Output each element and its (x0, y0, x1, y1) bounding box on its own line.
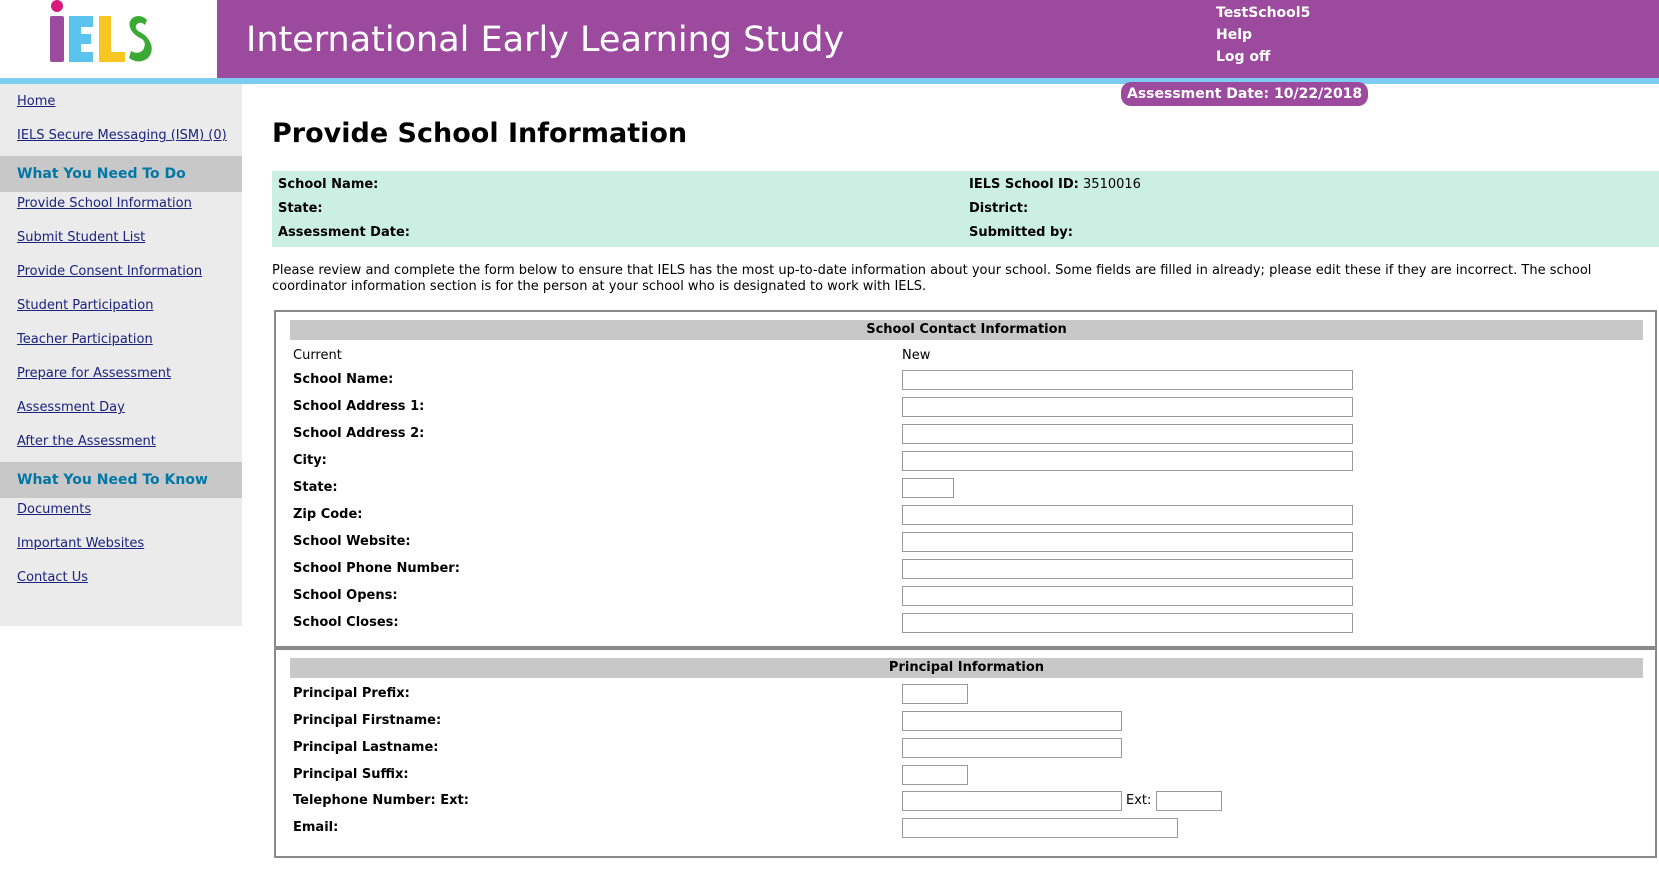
field-label-city: City: (293, 453, 327, 468)
sidebar-item-prepare-assessment[interactable]: Prepare for Assessment (17, 366, 172, 381)
field-label-principal-firstname: Principal Firstname: (293, 713, 442, 728)
principal-prefix-input[interactable] (902, 684, 968, 704)
log-off-link[interactable]: Log off (1216, 49, 1271, 65)
field-label-zip: Zip Code: (293, 507, 363, 522)
field-label-phone: School Phone Number: (293, 561, 460, 576)
school-address-2-input[interactable] (902, 424, 1353, 444)
school-opens-input[interactable] (902, 586, 1353, 606)
school-contact-section (274, 310, 1657, 648)
iels-logo[interactable] (45, 0, 165, 70)
principal-suffix-input[interactable] (902, 765, 968, 785)
sidebar-item-student-participation[interactable]: Student Participation (17, 298, 154, 313)
school-info-panel (272, 171, 1659, 247)
sidebar-item-submit-student-list[interactable]: Submit Student List (17, 230, 146, 245)
field-label-principal-lastname: Principal Lastname: (293, 740, 439, 755)
info-submitted-by: Submitted by: (969, 225, 1073, 240)
sidebar-item-consent-info[interactable]: Provide Consent Information (17, 264, 203, 279)
sidebar-item-important-websites[interactable]: Important Websites (17, 536, 145, 551)
assessment-date-badge: Assessment Date: 10/22/2018 (1121, 82, 1368, 106)
sidebar-section-what-to-do: What You Need To Do (0, 156, 242, 192)
principal-firstname-input[interactable] (902, 711, 1122, 731)
username-link[interactable]: TestSchool5 (1216, 5, 1311, 21)
school-id-value: 3510016 (1083, 177, 1141, 192)
logo-container (0, 0, 217, 80)
sidebar-item-secure-messaging[interactable]: IELS Secure Messaging (ISM) (0) (17, 128, 227, 143)
principal-lastname-input[interactable] (902, 738, 1122, 758)
field-label-telephone: Telephone Number: Ext: (293, 793, 469, 808)
school-name-input[interactable] (902, 370, 1353, 390)
help-link[interactable]: Help (1216, 27, 1253, 43)
school-closes-input[interactable] (902, 613, 1353, 633)
field-label-principal-suffix: Principal Suffix: (293, 767, 409, 782)
school-phone-input[interactable] (902, 559, 1353, 579)
field-label-school-name: School Name: (293, 372, 394, 387)
principal-telephone-input[interactable] (902, 791, 1122, 811)
field-label-principal-prefix: Principal Prefix: (293, 686, 410, 701)
school-address-1-input[interactable] (902, 397, 1353, 417)
field-label-address-1: School Address 1: (293, 399, 425, 414)
page-title: Provide School Information (272, 118, 688, 149)
info-school-id: IELS School ID: 3510016 (969, 177, 1141, 192)
sidebar-item-documents[interactable]: Documents (17, 502, 92, 517)
info-district: District: (969, 201, 1029, 216)
field-label-opens: School Opens: (293, 588, 398, 603)
new-column-label: New (902, 348, 931, 363)
principal-section (274, 648, 1657, 858)
site-header (0, 0, 1659, 80)
field-label-website: School Website: (293, 534, 411, 549)
sidebar-item-teacher-participation[interactable]: Teacher Participation (17, 332, 153, 347)
sidebar-item-contact-us[interactable]: Contact Us (17, 570, 88, 585)
sidebar (0, 84, 242, 626)
principal-ext-input[interactable] (1156, 791, 1222, 811)
city-input[interactable] (902, 451, 1353, 471)
info-assessment-date: Assessment Date: (278, 225, 410, 240)
info-school-name: School Name: (278, 177, 379, 192)
field-label-address-2: School Address 2: (293, 426, 425, 441)
school-contact-heading: School Contact Information (290, 320, 1643, 340)
sidebar-item-after-assessment[interactable]: After the Assessment (17, 434, 156, 449)
principal-heading: Principal Information (290, 658, 1643, 678)
sidebar-item-assessment-day[interactable]: Assessment Day (17, 400, 125, 415)
field-label-closes: School Closes: (293, 615, 399, 630)
intro-text: Please review and complete the form below to ensure that IELS has the most up-to-date information about your school. Some fields are filled in already; please edit these if they are incorrect. The school coordinator information section is for the person at your school who is designated to work with IELS. (272, 263, 1592, 294)
info-state: State: (278, 201, 323, 216)
field-label-email: Email: (293, 820, 339, 835)
sidebar-section-what-to-know: What You Need To Know (0, 462, 242, 498)
sidebar-item-provide-school-info[interactable]: Provide School Information (17, 196, 192, 211)
current-column-label: Current (293, 348, 342, 363)
header-stripe (0, 78, 1659, 84)
zip-code-input[interactable] (902, 505, 1353, 525)
principal-email-input[interactable] (902, 818, 1178, 838)
school-website-input[interactable] (902, 532, 1353, 552)
site-title: International Early Learning Study (246, 20, 845, 60)
user-links (1216, 2, 1310, 68)
sidebar-item-home[interactable]: Home (17, 94, 56, 109)
field-label-state: State: (293, 480, 338, 495)
ext-label: Ext: (1126, 793, 1152, 808)
state-input[interactable] (902, 478, 954, 498)
